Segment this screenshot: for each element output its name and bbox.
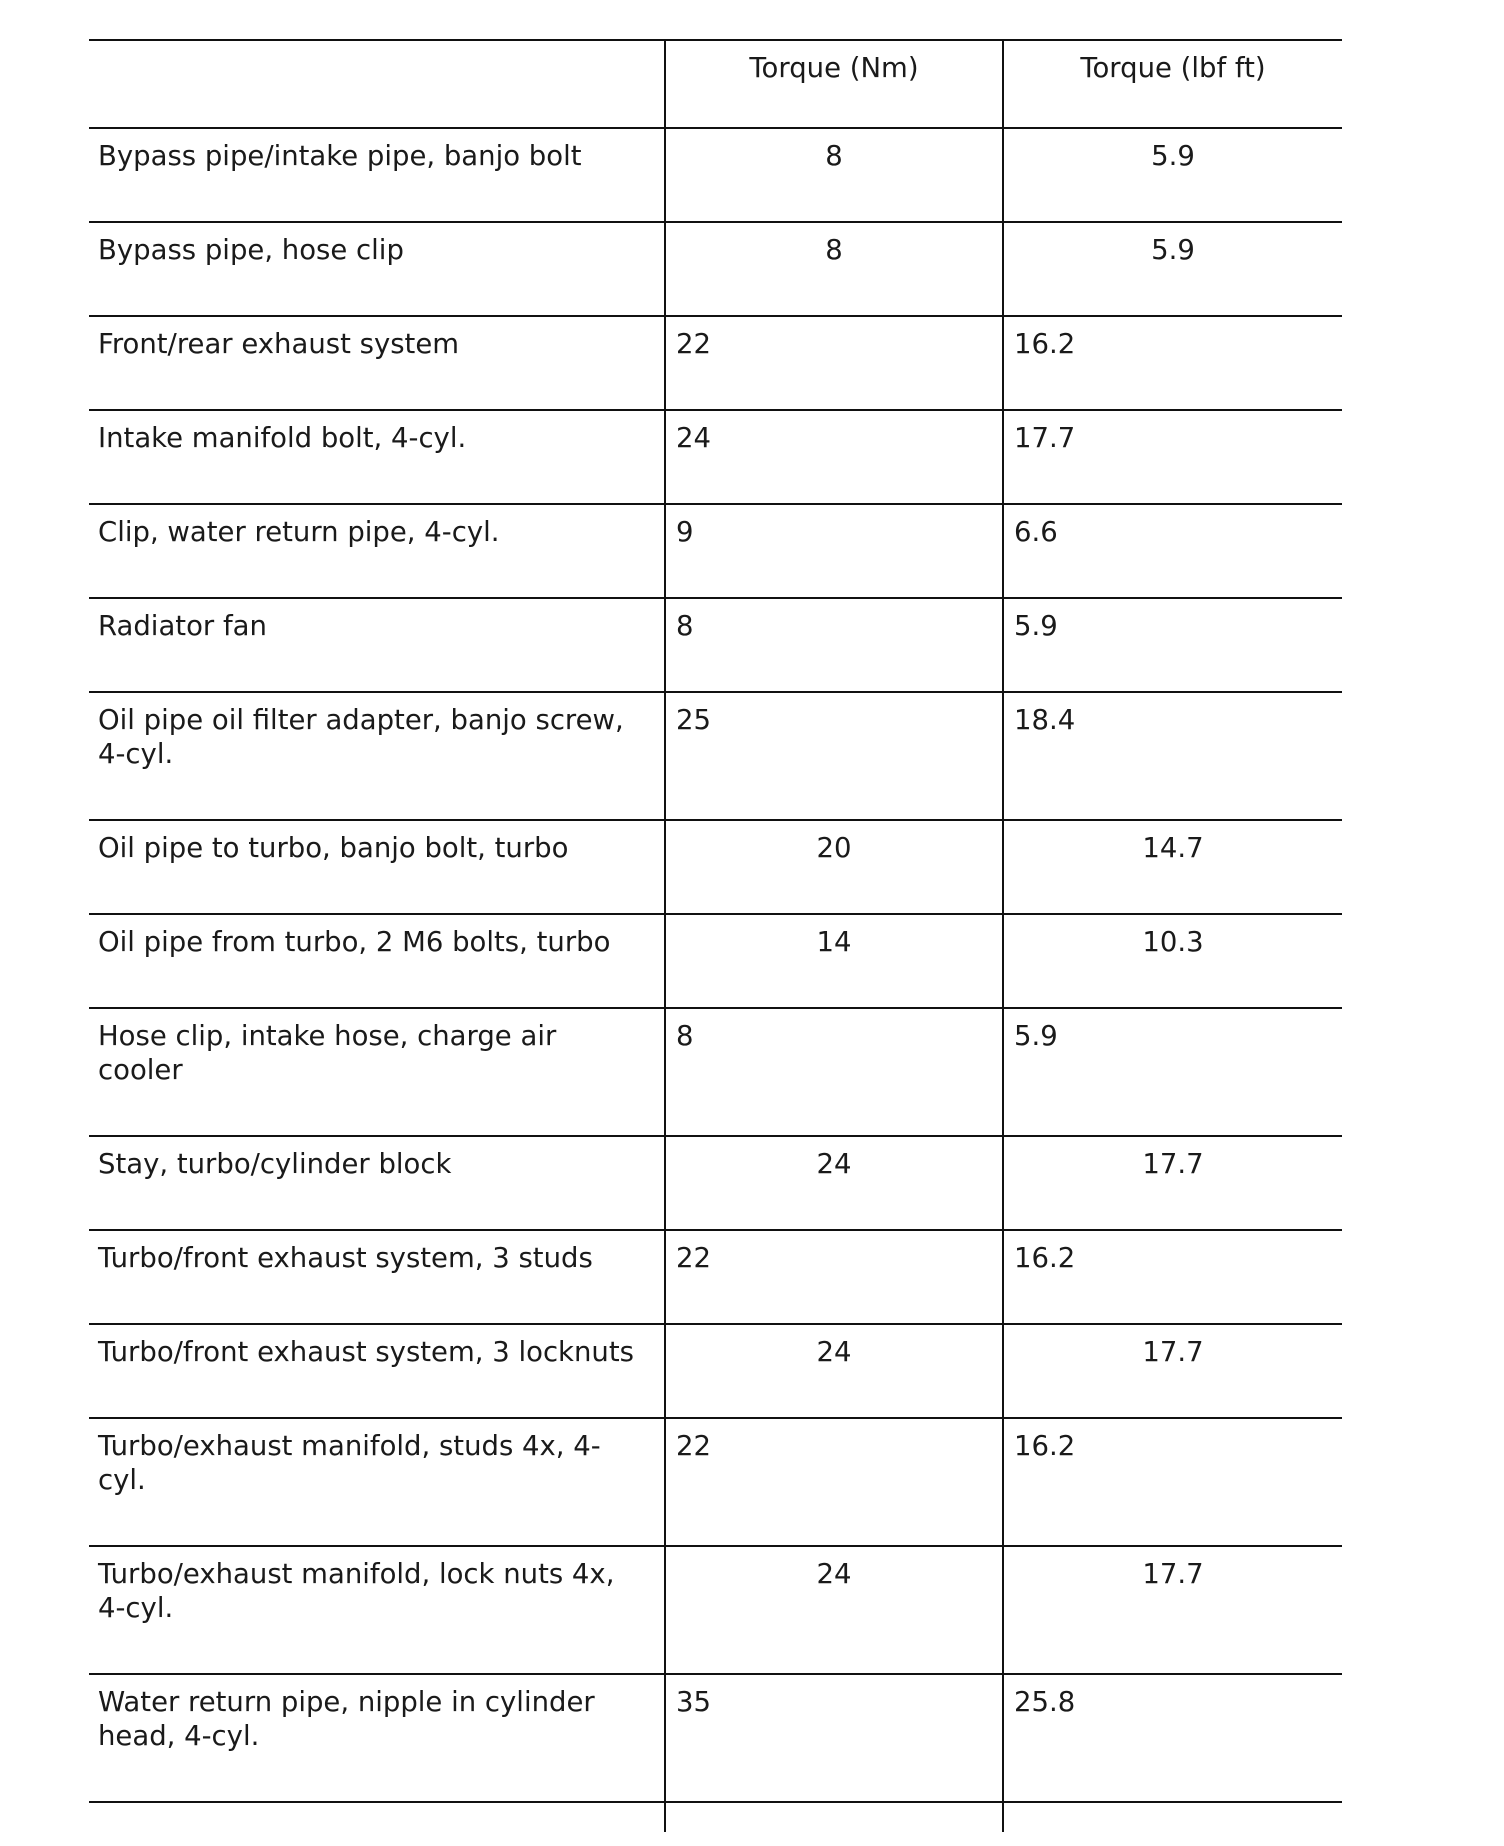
table-row (89, 1324, 1342, 1418)
header-torque-nm: Torque (Nm) (665, 40, 1003, 128)
table-row (89, 504, 1342, 598)
row-item-cell: Intake manifold bolt, 4-cyl. (89, 410, 665, 504)
row-torque-lbf-ft-cell: 5.9 (1003, 1008, 1342, 1136)
header-item (89, 40, 665, 128)
row-torque-nm-cell: 24 (665, 1546, 1003, 1674)
row-torque-nm-cell: 24 (665, 410, 1003, 504)
table-row-continuation (89, 1802, 1342, 1832)
header-torque-lbf-ft: Torque (lbf ft) (1003, 40, 1342, 128)
table-row (89, 410, 1342, 504)
table-row (89, 222, 1342, 316)
row-torque-nm-cell: 8 (665, 1008, 1003, 1136)
row-torque-nm-cell: 20 (665, 820, 1003, 914)
table-row (89, 1674, 1342, 1802)
row-torque-lbf-ft-cell: 5.9 (1003, 222, 1342, 316)
table-row (89, 820, 1342, 914)
table-row (89, 1136, 1342, 1230)
row-item-cell: Oil pipe oil filter adapter, banjo screw, 4-cyl. (89, 692, 665, 820)
row-item-cell: Bypass pipe, hose clip (89, 222, 665, 316)
row-item-cell: Turbo/exhaust manifold, lock nuts 4x, 4-cyl. (89, 1546, 665, 1674)
row-item-cell: Turbo/front exhaust system, 3 studs (89, 1230, 665, 1324)
row-item-cell: Oil pipe from turbo, 2 M6 bolts, turbo (89, 914, 665, 1008)
row-item-cell: Oil pipe to turbo, banjo bolt, turbo (89, 820, 665, 914)
row-torque-lbf-ft-cell: 17.7 (1003, 1546, 1342, 1674)
row-item-cell: Turbo/exhaust manifold, studs 4x, 4- cyl. (89, 1418, 665, 1546)
row-torque-nm-cell: 8 (665, 222, 1003, 316)
row-torque-nm-cell: 14 (665, 914, 1003, 1008)
row-item-cell: Turbo/front exhaust system, 3 locknuts (89, 1324, 665, 1418)
row-torque-lbf-ft-cell: 14.7 (1003, 820, 1342, 914)
row-torque-lbf-ft-cell: 17.7 (1003, 1324, 1342, 1418)
row-item-cell: Hose clip, intake hose, charge air cooler (89, 1008, 665, 1136)
table-row (89, 316, 1342, 410)
row-item-cell: Clip, water return pipe, 4-cyl. (89, 504, 665, 598)
row-torque-nm-cell: 9 (665, 504, 1003, 598)
row-item-cell: Water return pipe, nipple in cylinder head, 4-cyl. (89, 1674, 665, 1802)
row-torque-nm-cell: 22 (665, 1230, 1003, 1324)
row-torque-lbf-ft-cell: 17.7 (1003, 1136, 1342, 1230)
table-body (89, 128, 1342, 1832)
row-torque-nm-cell: 35 (665, 1674, 1003, 1802)
row-item-cell: Radiator fan (89, 598, 665, 692)
row-item-cell: Front/rear exhaust system (89, 316, 665, 410)
row-torque-lbf-ft-cell: 17.7 (1003, 410, 1342, 504)
table-row (89, 598, 1342, 692)
row-torque-nm-cell: 8 (665, 128, 1003, 222)
row-torque-nm-cell: 22 (665, 316, 1003, 410)
row-torque-lbf-ft-cell: 25.8 (1003, 1674, 1342, 1802)
table-row (89, 1546, 1342, 1674)
row-torque-nm-cell: 24 (665, 1136, 1003, 1230)
row-torque-nm-cell: 8 (665, 598, 1003, 692)
torque-specification-table (89, 39, 1342, 1832)
table-row (89, 1418, 1342, 1546)
row-torque-lbf-ft-cell: 5.9 (1003, 128, 1342, 222)
row-torque-lbf-ft-cell: 18.4 (1003, 692, 1342, 820)
row-torque-lbf-ft-cell: 16.2 (1003, 1418, 1342, 1546)
table-header-row (89, 40, 1342, 128)
table-row (89, 128, 1342, 222)
row-torque-lbf-ft-cell: 5.9 (1003, 598, 1342, 692)
row-item-cell: Bypass pipe/intake pipe, banjo bolt (89, 128, 665, 222)
empty-cell (1003, 1802, 1342, 1832)
row-torque-lbf-ft-cell: 16.2 (1003, 1230, 1342, 1324)
table-row (89, 1230, 1342, 1324)
empty-cell (89, 1802, 665, 1832)
row-torque-nm-cell: 22 (665, 1418, 1003, 1546)
row-torque-lbf-ft-cell: 10.3 (1003, 914, 1342, 1008)
table-row (89, 914, 1342, 1008)
row-torque-nm-cell: 25 (665, 692, 1003, 820)
table-row (89, 692, 1342, 820)
row-torque-nm-cell: 24 (665, 1324, 1003, 1418)
row-torque-lbf-ft-cell: 16.2 (1003, 316, 1342, 410)
empty-cell (665, 1802, 1003, 1832)
row-item-cell: Stay, turbo/cylinder block (89, 1136, 665, 1230)
table-row (89, 1008, 1342, 1136)
row-torque-lbf-ft-cell: 6.6 (1003, 504, 1342, 598)
